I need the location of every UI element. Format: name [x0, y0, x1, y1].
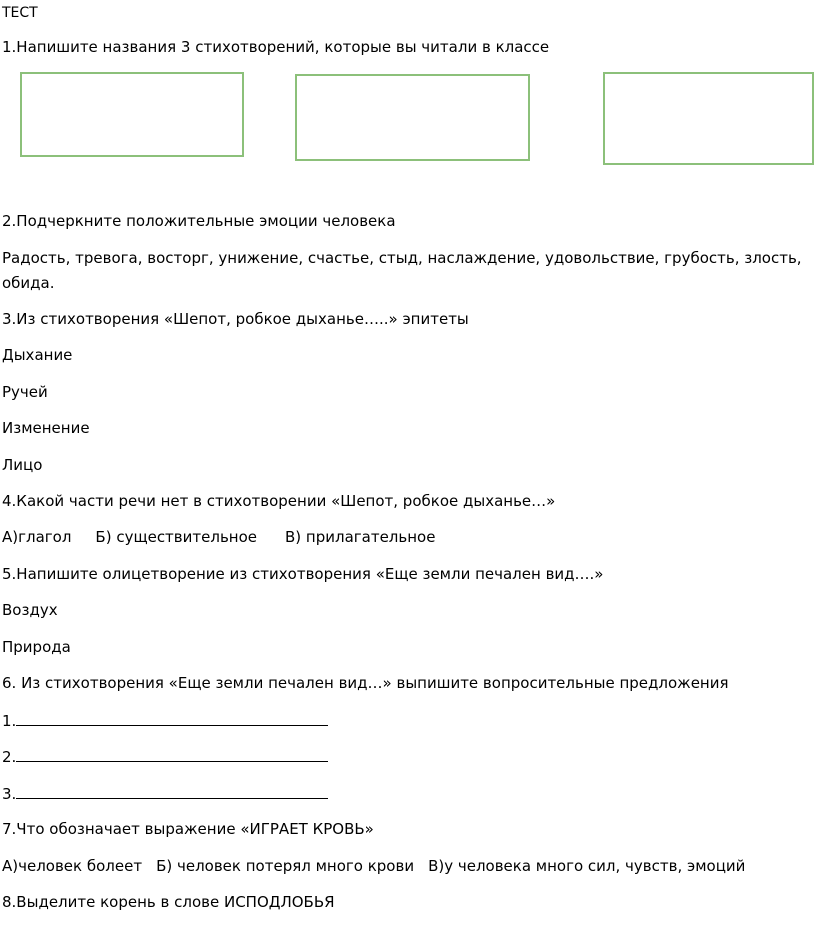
blank-number: 3. — [2, 785, 17, 803]
answer-box-3[interactable] — [603, 72, 814, 165]
option-a[interactable]: А)человек болеет — [2, 857, 143, 875]
test-title: ТЕСТ — [2, 5, 38, 21]
blank-line[interactable] — [16, 784, 328, 799]
emotions-line-2: обида. — [2, 274, 55, 292]
epithet-item: Ручей — [2, 383, 48, 401]
question-8: 8.Выделите корень в слове ИСПОДЛОБЬЯ — [2, 893, 335, 911]
question-1: 1.Напишите названия 3 стихотворений, которые вы читали в классе — [2, 38, 550, 56]
answer-box-1[interactable] — [20, 72, 244, 157]
option-c[interactable]: В)у человека много сил, чувств, эмоций — [428, 857, 746, 875]
option-c[interactable]: В) прилагательное — [285, 528, 436, 546]
answer-blank-2[interactable] — [2, 747, 328, 766]
question-7-options — [2, 857, 745, 875]
question-7: 7.Что обозначает выражение «ИГРАЕТ КРОВЬ» — [2, 820, 374, 838]
answer-blank-1[interactable] — [2, 711, 328, 730]
option-b[interactable]: Б) существительное — [95, 528, 257, 546]
epithet-item: Дыхание — [2, 346, 73, 364]
question-4-options — [2, 528, 435, 546]
question-3: 3.Из стихотворения «Шепот, робкое дыханье…..» эпитеты — [2, 310, 469, 328]
answer-box-2[interactable] — [295, 74, 530, 161]
question-6: 6. Из стихотворения «Еще земли печален вид…» выпишите вопросительные предложения — [2, 674, 729, 692]
blank-number: 1. — [2, 712, 17, 730]
personification-item: Воздух — [2, 601, 58, 619]
epithet-item: Лицо — [2, 456, 43, 474]
blank-number: 2. — [2, 748, 17, 766]
blank-line[interactable] — [16, 711, 328, 726]
question-2: 2.Подчеркните положительные эмоции человека — [2, 212, 396, 230]
option-b[interactable]: Б) человек потерял много крови — [156, 857, 415, 875]
answer-blank-3[interactable] — [2, 784, 328, 803]
emotions-line-1: Радость, тревога, восторг, унижение, счастье, стыд, наслаждение, удовольствие, грубость, злость, — [2, 249, 802, 267]
blank-line[interactable] — [16, 747, 328, 762]
personification-item: Природа — [2, 638, 71, 656]
option-a[interactable]: А)глагол — [2, 528, 72, 546]
question-4: 4.Какой части речи нет в стихотворении «Шепот, робкое дыханье…» — [2, 492, 556, 510]
question-5: 5.Напишите олицетворение из стихотворения «Еще земли печален вид….» — [2, 565, 604, 583]
epithet-item: Изменение — [2, 419, 90, 437]
